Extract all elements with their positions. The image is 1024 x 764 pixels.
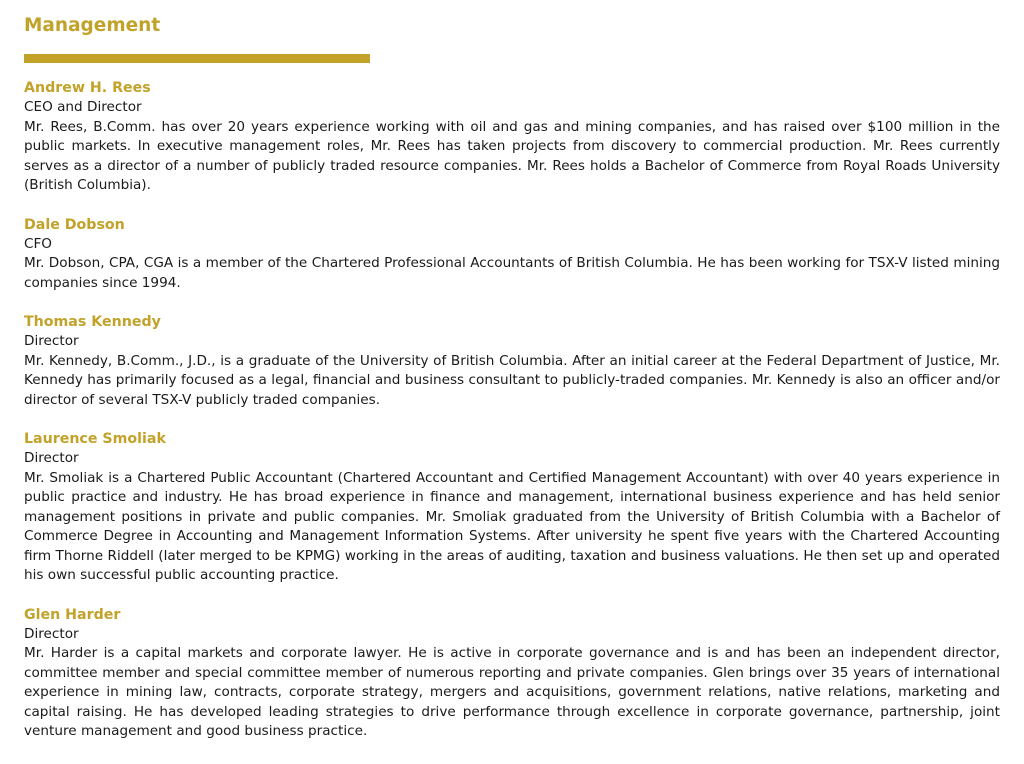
person-name: Glen Harder — [24, 606, 121, 623]
person-role: Director — [24, 625, 79, 642]
person-bio: Mr. Dobson, CPA, CGA is a member of the Chartered Professional Accountants of British Columbia. He has been working for TSX-V listed mining companies since 1994. — [24, 255, 1000, 291]
person-role: CEO and Director — [24, 99, 142, 115]
person-thomas-kennedy — [24, 312, 1000, 410]
person-name: Thomas Kennedy — [24, 314, 161, 330]
person-name: Andrew H. Rees — [24, 80, 151, 96]
person-glen-harder — [24, 605, 1000, 742]
person-andrew-rees — [24, 78, 1000, 196]
person-laurence-smoliak — [24, 429, 1000, 586]
person-role: Director — [24, 333, 79, 349]
person-name: Dale Dobson — [24, 216, 125, 233]
person-bio: Mr. Smoliak is a Chartered Public Accountant (Chartered Accountant and Certified Management Accountant) with over 40 years experience in public practice and industry. He has broad experience in finance and management, international business experience and has held senior management positions in private and public companies. Mr. Smoliak graduated from the University of British Columbia with a Bachelor of Commerce Degree in Accounting and Management Information Systems. After university he spent five years with the Chartered Accounting firm Thorne Riddell (later merged to be KPMG) working in the areas of auditing, taxation and business valuations. He then set up and operated his own successful public accounting practice. — [24, 469, 1000, 583]
person-role: Director — [24, 450, 79, 466]
title-underline — [24, 54, 370, 63]
person-bio: Mr. Rees, B.Comm. has over 20 years experience working with oil and gas and mining companies, and has raised over $100 million in the public markets. In executive management roles, Mr. Rees has taken projects from discovery to commercial production. Mr. Rees currently serves as a director of a number of publicly traded resource companies. Mr. Rees holds a Bachelor of Commerce from Royal Roads University (British Columbia). — [24, 118, 1000, 193]
person-bio: Mr. Harder is a capital markets and corporate lawyer. He is active in corporate governance and is and has been an independent director, committee member and special committee member of numerous reporting and private companies. Glen brings over 35 years of international experience in mining law, contracts, corporate strategy, mergers and acquisitions, government relations, native relations, marketing and capital raising. He has developed leading strategies to drive performance through excellence in corporate governance, partnership, joint venture management and good business practice. — [24, 645, 1000, 739]
person-name: Laurence Smoliak — [24, 431, 166, 447]
person-dale-dobson — [24, 215, 1000, 294]
management-section — [24, 14, 1000, 761]
person-role: CFO — [24, 235, 53, 252]
page-title: Management — [24, 15, 161, 36]
person-bio: Mr. Kennedy, B.Comm., J.D., is a graduate of the University of British Columbia. After an initial career at the Federal Department of Justice, Mr. Kennedy has primarily focused as a legal, financial and business consultant to publicly-traded companies. Mr. Kennedy is also an officer and/or director of several TSX-V publicly traded companies. — [24, 352, 1000, 408]
